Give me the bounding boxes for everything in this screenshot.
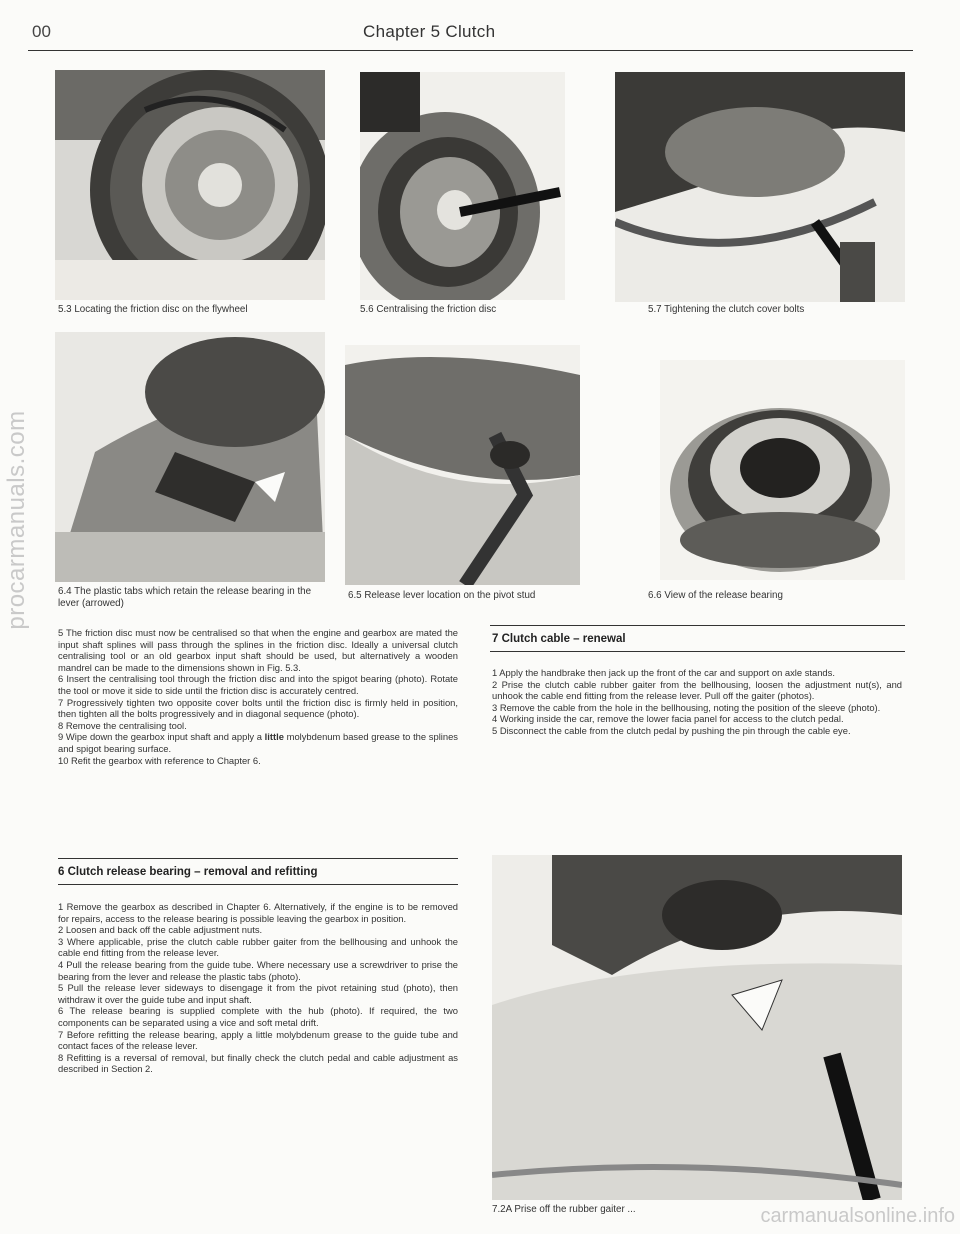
para-6-5: 5 Pull the release lever sideways to disengage it from the pivot retaining stud (photo), then withdraw it over the guide tube and input shaft. (58, 982, 458, 1005)
page-number: 00 (32, 22, 51, 41)
para-7-2: 2 Prise the clutch cable rubber gaiter from the bellhousing, loosen the adjustment nut(s), and unhook the cable end fitting from the release lever. Pull off the gaiter (photos). (492, 678, 902, 702)
para-6-1: 1 Remove the gearbox as described in Chapter 6. Alternatively, if the engine is to be removed for repairs, access to the release bearing is possible leaving the gearbox in position. (58, 901, 458, 924)
section-7-rule-top (490, 625, 905, 626)
caption-5-7: 5.7 Tightening the clutch cover bolts (648, 304, 805, 315)
section-6-rule-bottom (58, 884, 458, 885)
photo-5-3 (55, 70, 325, 300)
para-5-10: 10 Refit the gearbox with reference to Chapter 6. (58, 754, 261, 766)
para-6-8: 8 Refitting is a reversal of removal, but finally check the clutch pedal and cable adjustment as described in Section 2. (58, 1051, 458, 1075)
caption-6-4: 6.4 The plastic tabs which retain the release bearing in the lever (arrowed) (58, 586, 312, 609)
para-6-3: 3 Where applicable, prise the clutch cable rubber gaiter from the bellhousing and unhook the cable end fitting from the release lever. (58, 935, 458, 959)
photo-5-7 (615, 72, 905, 302)
section-7-rule-bottom (490, 651, 905, 652)
caption-7-2a: 7.2A Prise off the rubber gaiter ... (492, 1204, 636, 1215)
para-7-4: 4 Working inside the car, remove the lower facia panel for access to the clutch pedal. (492, 713, 844, 725)
photo-6-6 (660, 360, 905, 580)
para-5-7: 7 Progressively tighten two opposite cover bolts until the friction disc is firmly held in position, then tighten all the bolts progressively and in diagonal sequence (photo). (58, 696, 458, 720)
page-title: Chapter 5 Clutch (363, 22, 496, 41)
section-6-rule-top (58, 858, 458, 859)
photo-7-2a (492, 855, 902, 1200)
para-5-9 (58, 731, 458, 754)
para-6-7: 7 Before refitting the release bearing, apply a little molybdenum grease to the guide tube and contact faces of the release lever. (58, 1028, 458, 1052)
photo-5-6 (360, 72, 565, 300)
section-7-text (492, 667, 902, 737)
caption-5-3: 5.3 Locating the friction disc on the flywheel (58, 304, 248, 315)
caption-5-6: 5.6 Centralising the friction disc (360, 304, 497, 315)
para-5-9-c: molybdenum based grease to the splines and spigot bearing surface. (58, 731, 458, 754)
section-7-heading: 7 Clutch cable – renewal (492, 633, 626, 645)
side-watermark-text: procarmanuals.com (3, 410, 30, 630)
section-5-text (58, 627, 458, 766)
para-6-4: 4 Pull the release bearing from the guide tube. Where necessary use a screwdriver to prise the bearing from the lever and release the plastic tabs (photo). (58, 958, 458, 982)
photo-6-5 (345, 345, 580, 585)
para-7-1: 1 Apply the handbrake then jack up the front of the car and support on axle stands. (492, 667, 835, 678)
para-7-5: 5 Disconnect the cable from the clutch pedal by pushing the pin through the cable eye. (492, 724, 851, 736)
para-6-6: 6 The release bearing is supplied complete with the hub (photo). If required, the two components can be separated using a vice and soft metal drift. (58, 1005, 458, 1028)
caption-6-5: 6.5 Release lever location on the pivot stud (348, 590, 536, 601)
page-header (28, 16, 913, 51)
para-6-2: 2 Loosen and back off the cable adjustment nuts. (58, 924, 263, 936)
caption-6-6: 6.6 View of the release bearing (648, 590, 783, 601)
para-5-9-bold: little (264, 731, 284, 743)
section-6-text (58, 901, 458, 1075)
para-5-8: 8 Remove the centralising tool. (58, 719, 187, 731)
para-5-9-a: 9 Wipe down the gearbox input shaft and apply a (58, 731, 262, 743)
para-5-6: 6 Insert the centralising tool through the friction disc and into the spigot bearing (photo). Rotate the tool or move it side to side until the friction disc is accurately centred. (58, 673, 458, 696)
para-5-5: 5 The friction disc must now be centralised so that when the engine and gearbox are mated the input shaft splines will pass through the splines in the friction disc. Ideally a universal clutch centralising tool or an old gearbox input shaft should be used, but alternatively a wooden mandrel can be made to the dimensions shown in Fig. 5.3. (58, 627, 458, 673)
photo-6-4 (55, 332, 325, 582)
section-6-heading: 6 Clutch release bearing – removal and refitting (58, 866, 318, 878)
bottom-watermark: carmanualsonline.info (760, 1205, 955, 1227)
side-watermark (2, 300, 32, 740)
para-7-3: 3 Remove the cable from the hole in the bellhousing, noting the position of the sleeve (photo). (492, 701, 881, 713)
